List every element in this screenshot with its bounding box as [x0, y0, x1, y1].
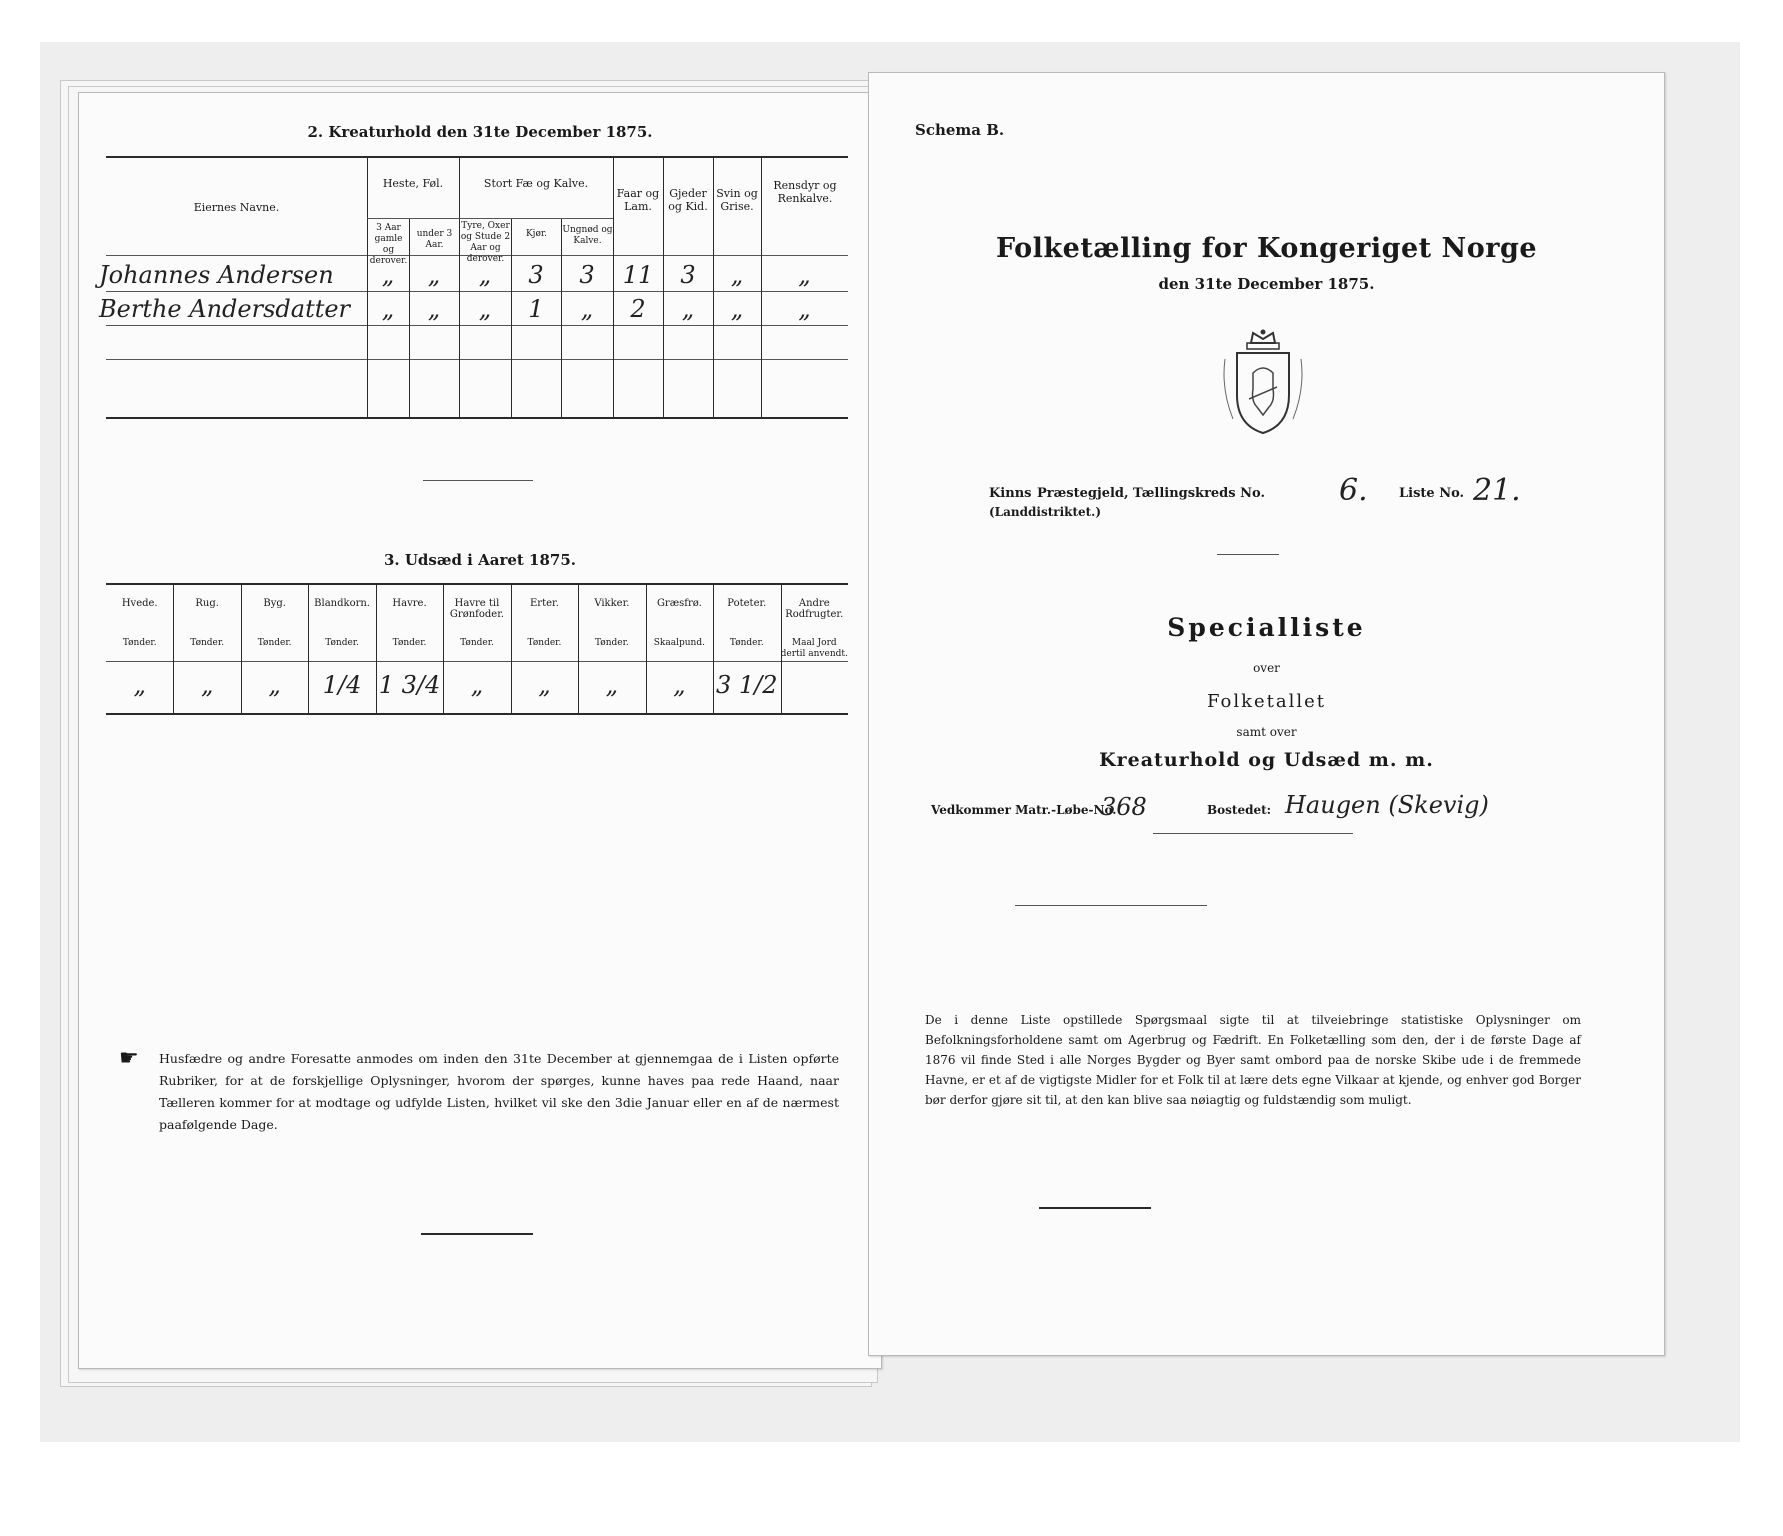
matr-label: Vedkommer Matr.-Løbe-No. [931, 803, 1117, 817]
table3-cell-value: 1 3/4 [378, 671, 441, 699]
table3-cell-value: „ [605, 671, 619, 699]
cell-value: „ [478, 295, 492, 323]
divider [1153, 833, 1353, 834]
table3-col-header: Blandkorn. [314, 598, 370, 609]
table3-col-header: Erter. [530, 598, 559, 609]
table3-col-header: Havre. [392, 598, 427, 609]
table3-cell-value: „ [133, 671, 146, 699]
table2-top-rule [106, 156, 848, 158]
table3-col-header: Andre Rodfrugter. [785, 598, 844, 620]
kreds-number: 6. [1339, 473, 1368, 508]
table3-col-header: Rug. [195, 598, 219, 609]
owner-name: Berthe Andersdatter [99, 295, 351, 323]
table3-col-unit: Tønder. [190, 638, 225, 648]
samt-over-label: samt over [1236, 725, 1297, 739]
col-ungnod: Ungnød og Kalve. [562, 225, 613, 246]
cell-value: „ [798, 295, 811, 323]
cell-value: 3 [528, 261, 544, 289]
table3-col-header: Havre til Grønfoder. [449, 598, 505, 620]
owner-name: Johannes Andersen [99, 261, 334, 289]
over-label: over [1253, 661, 1280, 675]
table3-col-header: Hvede. [121, 598, 158, 609]
table3-header-rule [106, 661, 848, 662]
kreaturhold-label: Kreaturhold og Udsæd m. m. [1099, 749, 1434, 771]
divider [423, 480, 533, 481]
bottom-rule [421, 1233, 533, 1235]
cell-value: „ [730, 295, 744, 323]
main-subtitle: den 31te December 1875. [1158, 275, 1375, 293]
table3-cell-value: „ [673, 671, 686, 699]
stort-group-header: Stort Fæ og Kalve. [483, 177, 589, 190]
table2-row-rule-2 [106, 325, 848, 326]
table3-cell-value: „ [470, 671, 484, 699]
cell-value: „ [427, 261, 441, 289]
purpose-text: De i denne Liste opstillede Spørgsmaal sigte til at tilveiebringe statistiske Oplysninger om Befolkningsforholdene samt om Agerbrug og Fædrift. En Folketælling som den, der i de første Dage af 1876 vil finde Sted i alle Norges Bygder og Byer samt ombord paa de norske Skibe ude i de fremmede Havne, er et af de vigtigste Midler for et Folk til at lære dets egne Vilkaar at kjende, og enhver god Borger bør derfor gjøre sit til, at den kan blive saa nøiagtig og fuldstændig som muligt. [925, 1013, 1581, 1107]
col-tyre: Tyre, Oxer og Stude 2 Aar og derover. [460, 221, 511, 264]
divider [1015, 905, 1207, 906]
left-page [78, 92, 882, 1369]
table3-bottom-rule [106, 713, 848, 715]
liste-number: 21. [1473, 473, 1521, 508]
table3-cell-value: 3 1/2 [716, 671, 778, 699]
cell-value: „ [381, 295, 395, 323]
table2-row-rule-1 [106, 291, 848, 292]
table3-cell-value: „ [200, 671, 214, 699]
liste-label: Liste No. [1399, 486, 1465, 501]
coat-of-arms-icon [1213, 329, 1313, 439]
cell-value: „ [381, 261, 395, 289]
cell-value: 11 [622, 261, 654, 289]
table3-col-header: Poteter. [727, 598, 767, 609]
table3-col-header: Vikker. [594, 598, 630, 609]
cell-value: 3 [579, 261, 595, 289]
table3-cell-value: „ [268, 671, 281, 699]
owner-header: Eiernes Navne. [193, 201, 280, 214]
table2-row-rule-3 [106, 359, 848, 360]
heste-group-header: Heste, Føl. [382, 177, 444, 190]
table3-cell-value: 1/4 [322, 671, 362, 699]
section3-title: 3. Udsæd i Aaret 1875. [383, 551, 577, 569]
pointing-hand-icon: ☛ [119, 1046, 139, 1071]
cell-value: „ [730, 261, 744, 289]
divider [1217, 554, 1279, 555]
cell-value: 2 [630, 295, 646, 323]
section2-title: 2. Kreaturhold den 31te December 1875. [307, 123, 653, 141]
bottom-rule [1039, 1207, 1151, 1209]
table3-col-unit: Tønder. [392, 638, 427, 648]
landdistrikt-label: (Landdistriktet.) [989, 505, 1102, 519]
table3-col-unit: Tønder. [460, 638, 494, 648]
table3-col-unit: Skaalpund. [653, 638, 705, 648]
table3-col-header: Byg. [263, 598, 286, 609]
cell-value: „ [798, 261, 811, 289]
col-heste-old: 3 Aar gamle og derover. [369, 223, 408, 266]
col-svin: Svin og Grise. [716, 187, 758, 213]
table3-col-unit: Tønder. [325, 638, 359, 648]
matr-number: 368 [1101, 793, 1147, 821]
table3-col-unit: Tønder. [527, 638, 562, 648]
col-kjer: Kjør. [525, 229, 548, 239]
table3-top-rule [106, 583, 848, 585]
folketallet-label: Folketallet [1206, 691, 1327, 712]
cell-value: 1 [528, 295, 544, 323]
right-page [868, 72, 1665, 1356]
table3-col-unit: Tønder. [595, 638, 629, 648]
table3-cell-value: „ [538, 671, 551, 699]
cell-value: 3 [680, 261, 696, 289]
cell-value: „ [580, 295, 594, 323]
specialliste-title: Specialliste [1167, 613, 1366, 642]
main-title: Folketælling for Kongeriget Norge [995, 233, 1538, 264]
table3-col-unit: Tønder. [257, 638, 292, 648]
col-rensdyr: Rensdyr og Renkalve. [773, 179, 837, 205]
prestegjeld-label: Præstegjeld, Tællingskreds No. [1037, 486, 1265, 501]
notice-text: Husfædre og andre Foresatte anmodes om inden den 31te December at gjennemgaa de i Listen opførte Rubriker, for at de forskjellige Oplysninger, hvorom der spørges, kunne haves paa rede Haand, naar Tælleren kommer for at modtage og udfylde Listen, hvilket vil ske den 3die Januar eller en af de nærmest paafølgende Dage. [159, 1051, 839, 1132]
bosted-value: Haugen (Skevig) [1285, 791, 1489, 819]
table2-group-rule [367, 218, 613, 219]
bosted-label: Bostedet: [1207, 803, 1272, 817]
cell-value: „ [681, 295, 695, 323]
cell-value: „ [427, 295, 441, 323]
cell-value: „ [478, 261, 492, 289]
district-label: Kinns [989, 486, 1032, 501]
table3-col-header: Græsfrø. [656, 598, 702, 609]
table3-col-unit: Tønder. [122, 638, 157, 648]
table3-col-unit: Tønder. [729, 638, 764, 648]
table3-col-unit: Maal Jord dertil anvendt. [780, 638, 848, 659]
col-faar: Faar og Lam. [616, 187, 660, 213]
col-heste-young: under 3 Aar. [416, 229, 453, 250]
schema-label: Schema B. [915, 121, 1005, 139]
col-gjeder: Gjeder og Kid. [668, 187, 708, 213]
table2-bottom-rule [106, 417, 848, 419]
